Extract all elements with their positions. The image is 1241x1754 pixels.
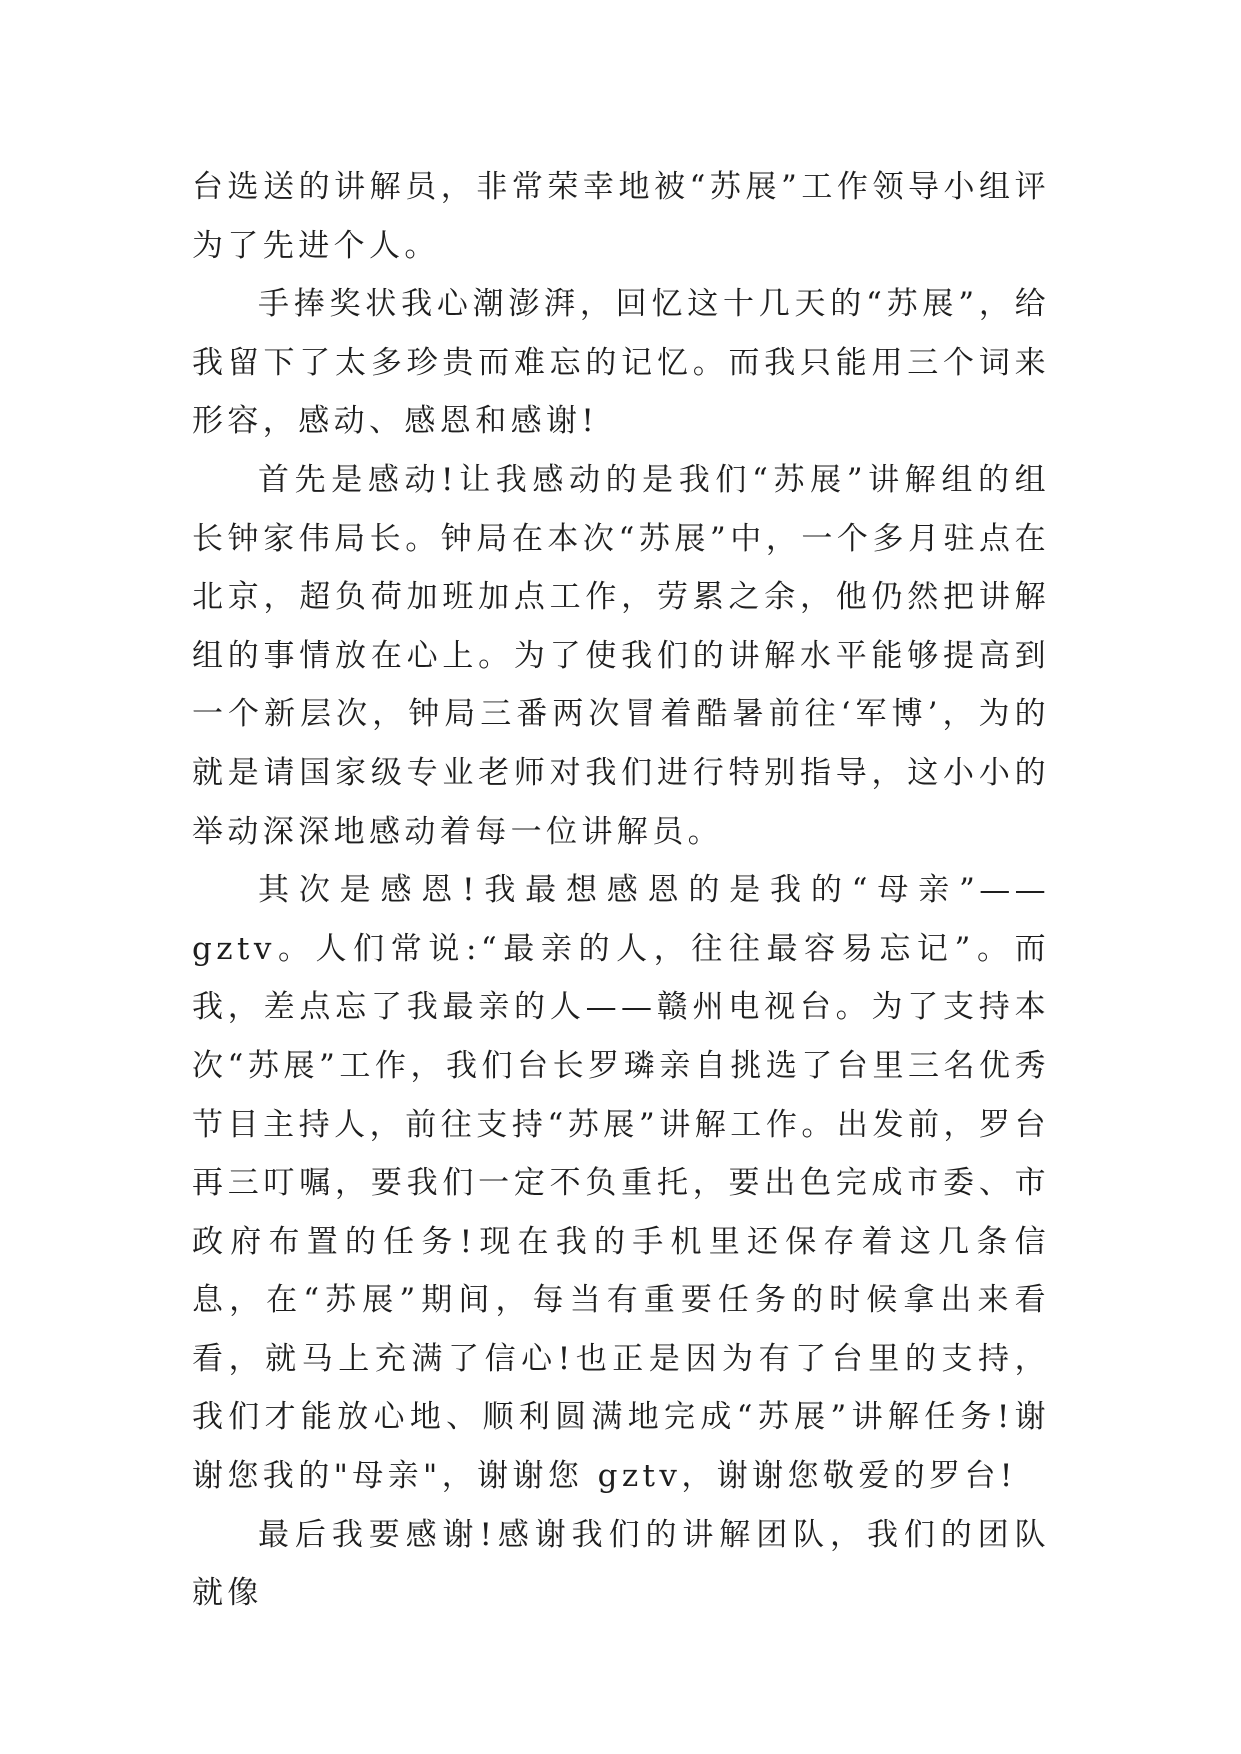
document-body: [192, 158, 1050, 1623]
paragraph-continuation: 台选送的讲解员，非常荣幸地被“苏展”工作领导小组评为了先进个人。: [192, 169, 1050, 264]
paragraph-thanks: 最后我要感谢!感谢我们的讲解团队，我们的团队就像: [192, 1516, 1050, 1612]
paragraph-gratitude: 其次是感恩!我最想感恩的是我的“母亲”——gztv。人们常说:“最亲的人，往往最容易忘记”。而我，差点忘了我最亲的人——赣州电视台。为了支持本次“苏展”工作，我们台长罗璘亲自挑选了台里三名优秀节目主持人，前往支持“苏展”讲解工作。出发前，罗台再三叮嘱，要我们一定不负重托，要出色完成市委、市政府布置的任务!现在我的手机里还保存着这几条信息，在“苏展”期间，每当有重要任务的时候拿出来看看，就马上充满了信心!也正是因为有了台里的支持，我们才能放心地、顺利圆满地完成“苏展”讲解任务!谢谢您我的"母亲"，谢谢您 gztv，谢谢您敬爱的罗台!: [192, 872, 1050, 1495]
paragraph-moved: 首先是感动!让我感动的是我们“苏展”讲解组的组长钟家伟局长。钟局在本次“苏展”中，一个多月驻点在北京，超负荷加班加点工作，劳累之余，他仍然把讲解组的事情放在心上。为了使我们的讲解水平能够提高到一个新层次，钟局三番两次冒着酷暑前往‘军博’，为的就是请国家级专业老师对我们进行特别指导，这小小的举动深深地感动着每一位讲解员。: [192, 461, 1050, 850]
paragraph-award-feelings: 手捧奖状我心潮澎湃，回忆这十几天的“苏展”，给我留下了太多珍贵而难忘的记忆。而我只能用三个词来形容，感动、感恩和感谢!: [192, 286, 1050, 440]
